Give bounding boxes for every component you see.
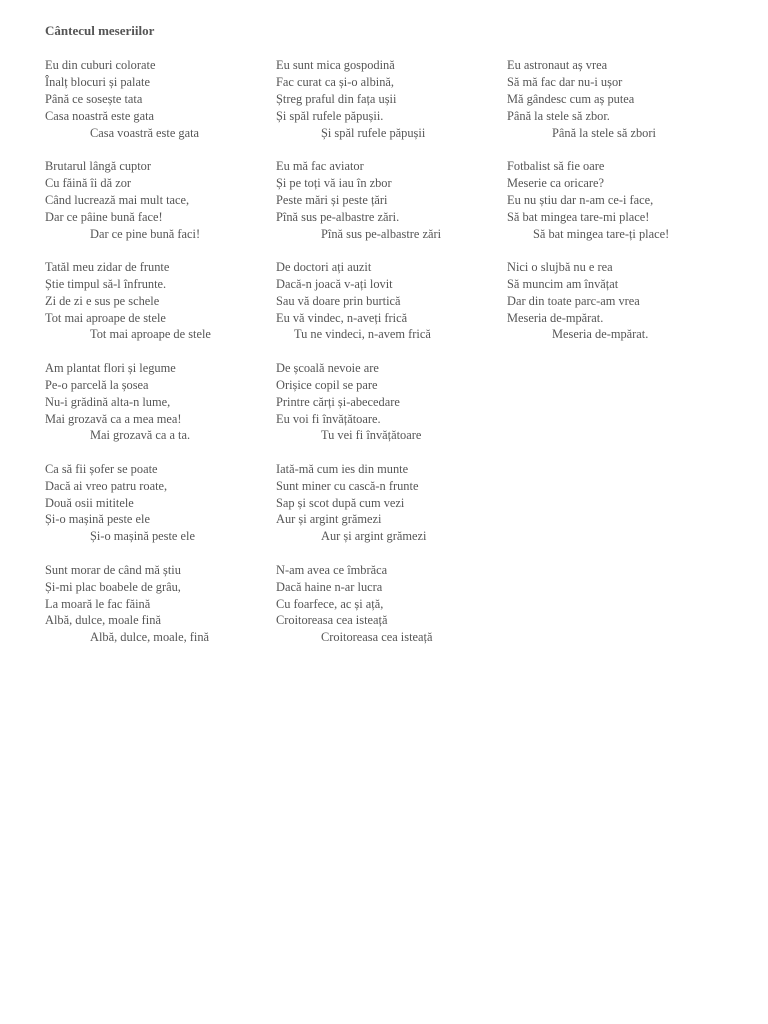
verse-line: De doctori ați auzit bbox=[276, 259, 372, 274]
stanza-6 bbox=[45, 562, 275, 646]
stanza-3 bbox=[276, 259, 506, 343]
stanza-3 bbox=[45, 259, 275, 343]
verse-line: Când lucrează mai mult tace, bbox=[45, 192, 190, 207]
stanza-5 bbox=[276, 461, 506, 545]
poem-column-3 bbox=[507, 57, 737, 360]
verse-line: Până ce sosește tata bbox=[45, 91, 143, 106]
refrain-line: Și-o mașină peste ele bbox=[90, 529, 195, 544]
verse-line: Aur și argint grămezi bbox=[276, 512, 382, 527]
refrain-line: Casa voastră este gata bbox=[90, 125, 200, 140]
verse-line: Am plantat flori și legume bbox=[45, 360, 176, 375]
verse-line: Ștreg praful din fața ușii bbox=[276, 91, 397, 106]
verse-line: Tot mai aproape de stele bbox=[45, 310, 166, 325]
refrain-line: Dar ce pine bună faci! bbox=[90, 226, 201, 241]
verse-line: Eu voi fi învățătoare. bbox=[276, 411, 381, 426]
verse-line: N-am avea ce îmbrăca bbox=[276, 562, 388, 577]
verse-line: Sunt morar de când mă știu bbox=[45, 562, 181, 577]
verse-line: Meseria de-mpărat. bbox=[507, 310, 604, 325]
refrain-line: Și spăl rufele păpușii bbox=[321, 125, 426, 140]
stanza-4 bbox=[45, 360, 275, 444]
verse-line: Nici o slujbă nu e rea bbox=[507, 259, 613, 274]
refrain-line: Să bat mingea tare-ți place! bbox=[533, 226, 670, 241]
verse-line: Ca să fii șofer se poate bbox=[45, 461, 158, 476]
verse-line: Fotbalist să fie oare bbox=[507, 158, 605, 173]
stanza-4 bbox=[276, 360, 506, 444]
verse-line: Albă, dulce, moale fină bbox=[45, 613, 161, 628]
verse-line: Mă gândesc cum aș putea bbox=[507, 91, 635, 106]
verse-line: Și-o mașină peste ele bbox=[45, 512, 150, 527]
verse-line: Casa noastră este gata bbox=[45, 108, 155, 123]
verse-line: Până la stele să zbor. bbox=[507, 108, 610, 123]
verse-line: Pînă sus pe-albastre zări. bbox=[276, 209, 400, 224]
document-title: Cântecul meseriilor bbox=[45, 23, 155, 38]
stanza-2 bbox=[45, 158, 275, 242]
verse-line: Meserie ca oricare? bbox=[507, 175, 604, 190]
verse-line: Înalț blocuri și palate bbox=[45, 74, 150, 89]
poem-column-1 bbox=[45, 57, 275, 663]
stanza-2 bbox=[276, 158, 506, 242]
verse-line: Eu nu știu dar n-am ce-i face, bbox=[507, 192, 654, 207]
refrain-line: Tu vei fi învățătoare bbox=[321, 428, 422, 443]
verse-line: Iată-mă cum ies din munte bbox=[276, 461, 409, 476]
stanza-1 bbox=[507, 57, 737, 141]
verse-line: Și-mi plac boabele de grâu, bbox=[45, 579, 181, 594]
verse-line: Eu astronaut aș vrea bbox=[507, 58, 608, 72]
verse-line: Dar ce pâine bună face! bbox=[45, 209, 163, 224]
refrain-line: Croitoreasa cea isteață bbox=[321, 630, 433, 645]
refrain-line: Tot mai aproape de stele bbox=[90, 327, 211, 342]
verse-line: Croitoreasa cea isteață bbox=[276, 613, 388, 628]
verse-line: Orișice copil se pare bbox=[276, 377, 378, 392]
verse-line: De școală nevoie are bbox=[276, 360, 379, 375]
refrain-line: Meseria de-mpărat. bbox=[552, 327, 649, 342]
stanza-1 bbox=[45, 57, 275, 141]
verse-line: Sau vă doare prin burtică bbox=[276, 293, 401, 308]
refrain-line: Albă, dulce, moale, fină bbox=[90, 630, 210, 645]
verse-line: La moară le fac făină bbox=[45, 596, 151, 611]
verse-line: Să mă fac dar nu-i ușor bbox=[507, 74, 623, 89]
verse-line: Mai grozavă ca a mea mea! bbox=[45, 411, 182, 426]
refrain-line: Mai grozavă ca a ta. bbox=[90, 428, 191, 443]
stanza-5 bbox=[45, 461, 275, 545]
verse-line: Eu mă fac aviator bbox=[276, 158, 364, 173]
verse-line: Fac curat ca și-o albină, bbox=[276, 74, 395, 89]
verse-line: Și pe toți vă iau în zbor bbox=[276, 175, 392, 190]
verse-line: Sunt miner cu cască-n frunte bbox=[276, 478, 419, 493]
verse-line: Printre cărți și-abecedare bbox=[276, 394, 400, 409]
refrain-line: Tu ne vindeci, n-avem frică bbox=[294, 327, 431, 342]
stanza-2 bbox=[507, 158, 737, 242]
verse-line: Știe timpul să-l înfrunte. bbox=[45, 276, 167, 291]
verse-line: Să muncim am învățat bbox=[507, 276, 619, 291]
verse-line: Dacă haine n-ar lucra bbox=[276, 579, 383, 594]
verse-line: Dacă ai vreo patru roate, bbox=[45, 478, 168, 493]
verse-line: Dar din toate parc-am vrea bbox=[507, 293, 640, 308]
verse-line: Două osii mititele bbox=[45, 495, 134, 510]
verse-line: Cu foarfece, ac și ață, bbox=[276, 596, 384, 611]
refrain-line: Până la stele să zbori bbox=[552, 125, 656, 140]
verse-line: Cu făină îi dă zor bbox=[45, 175, 132, 190]
verse-line: Să bat mingea tare-mi place! bbox=[507, 209, 650, 224]
stanza-6 bbox=[276, 562, 506, 646]
stanza-1 bbox=[276, 57, 506, 141]
verse-line: Dacă-n joacă v-ați lovit bbox=[276, 276, 393, 291]
verse-line: Tatăl meu zidar de frunte bbox=[45, 259, 170, 274]
verse-line: Peste mări și peste țări bbox=[276, 192, 388, 207]
verse-line: Zi de zi e sus pe schele bbox=[45, 293, 160, 308]
verse-line: Nu-i grădină alta-n lume, bbox=[45, 394, 171, 409]
verse-line: Eu sunt mica gospodină bbox=[276, 58, 395, 72]
verse-line: Sap și scot după cum vezi bbox=[276, 495, 405, 510]
verse-line: Eu din cuburi colorate bbox=[45, 58, 156, 72]
verse-line: Eu vă vindec, n-aveți frică bbox=[276, 310, 408, 325]
verse-line: Brutarul lângă cuptor bbox=[45, 158, 151, 173]
stanza-3 bbox=[507, 259, 737, 343]
verse-line: Și spăl rufele păpușii. bbox=[276, 108, 384, 123]
refrain-line: Aur și argint grămezi bbox=[321, 529, 427, 544]
verse-line: Pe-o parcelă la șosea bbox=[45, 377, 149, 392]
poem-column-2 bbox=[276, 57, 506, 663]
refrain-line: Pînă sus pe-albastre zări bbox=[321, 226, 442, 241]
